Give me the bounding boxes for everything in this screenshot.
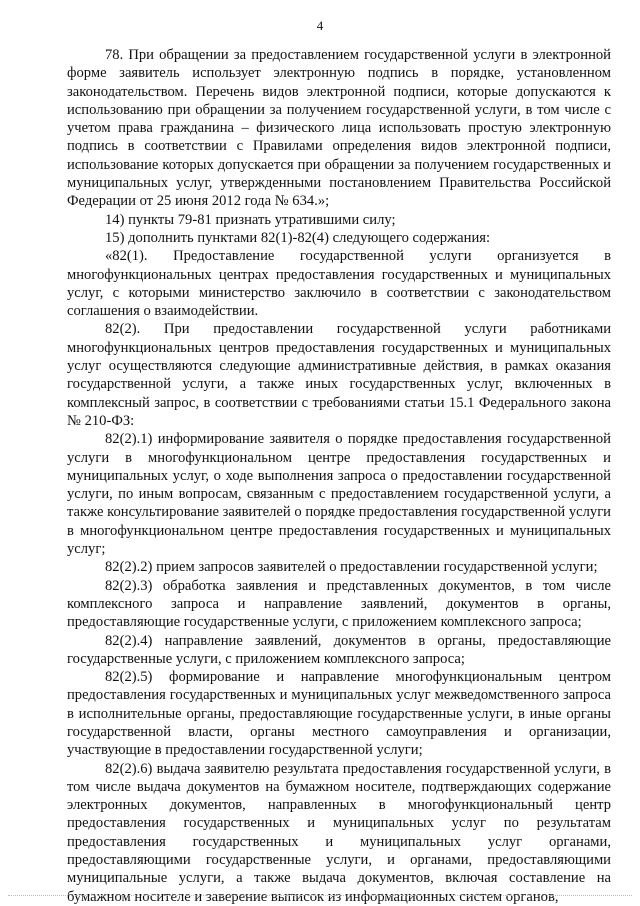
paragraph-82-2-3: 82(2).3) обработка заявления и представленных документов, в том числе комплексного запроса и направление заявлений, документов в органы, предоставляющие государственные услуги, с приложением комплексного запроса; <box>67 577 611 631</box>
paragraph-82-1: «82(1). Предоставление государственной услуги организуется в многофункциональных центрах предоставления государственных и муниципальных услуг, с которыми министерство заключило в соответствии с законодательством соглашения о взаимодействии. <box>67 248 611 320</box>
page-bottom-divider <box>8 895 632 896</box>
page-number: 4 <box>316 18 324 33</box>
paragraph-78: 78. При обращении за предоставлением государственной услуги в электронной форме заявитель использует электронную подпись в порядке, установленном законодательством. Перечень видов электронной подписи, которые допускаются к использованию при обращении за получением государственной услуги, в том числе с учетом права гражданина – физического лица использовать простую электронную подпись в соответствии с Правилами определения видов электронной подписи, использование которых допускается при обращении за получением государственных и муниципальных услуг, утвержденными постановлением Правительства Российской Федерации от 25 июня 2012 года № 634.»; <box>67 47 611 210</box>
paragraph-item-14: 14) пункты 79-81 признать утратившими силу; <box>105 211 396 228</box>
document-body <box>67 46 611 906</box>
paragraph-82-2-2: 82(2).2) прием запросов заявителей о предоставлении государственной услуги; <box>105 559 598 576</box>
paragraph-82-2-5: 82(2).5) формирование и направление многофункциональным центром предоставления государственных и муниципальных услуг межведомственного запроса в исполнительные органы, предоставляющие государственные услуги, в иные органы государственной власти, органы местного самоуправления и организации, участвующие в предоставлении государственной услуги; <box>67 669 611 759</box>
paragraph-item-15: 15) дополнить пунктами 82(1)-82(4) следующего содержания: <box>105 229 491 246</box>
paragraph-82-2-4: 82(2).4) направление заявлений, документов в органы, предоставляющие государственные услуги, с приложением комплексного запроса; <box>67 632 611 667</box>
paragraph-82-2: 82(2). При предоставлении государственной услуги работниками многофункциональных центров предоставления государственных и муниципальных услуг осуществляются следующие административные действия, в рамках оказания государственной услуги, а также иных государственных услуг, включенных в комплексный запрос, в соответствии с требованиями статьи 15.1 Федерального закона № 210-ФЗ: <box>67 321 611 429</box>
paragraph-82-2-6: 82(2).6) выдача заявителю результата предоставления государственной услуги, в том числе выдача документов на бумажном носителе, подтверждающих содержание электронных документов, направленных в многофункциональный центр предоставления государственных и муниципальных услуг по результатам предоставления государственных и муниципальных услуг органами, предоставляющими государственные услуги, и органами, предоставляющими муниципальные услуги, а также выдача документов, включая составление на бумажном носителе и заверение выписок из информационных систем органов, <box>67 760 611 905</box>
paragraph-82-2-1: 82(2).1) информирование заявителя о порядке предоставления государственной услуги в многофункциональном центре предоставления государственных и муниципальных услуг, о ходе выполнения запроса о предоставлении государственной услуги, по иным вопросам, связанным с предоставлением государственной услуги, а также консультирование заявителей о порядке предоставления государственной услуги в многофункциональном центре предоставления государственных и муниципальных услуг; <box>67 431 611 558</box>
